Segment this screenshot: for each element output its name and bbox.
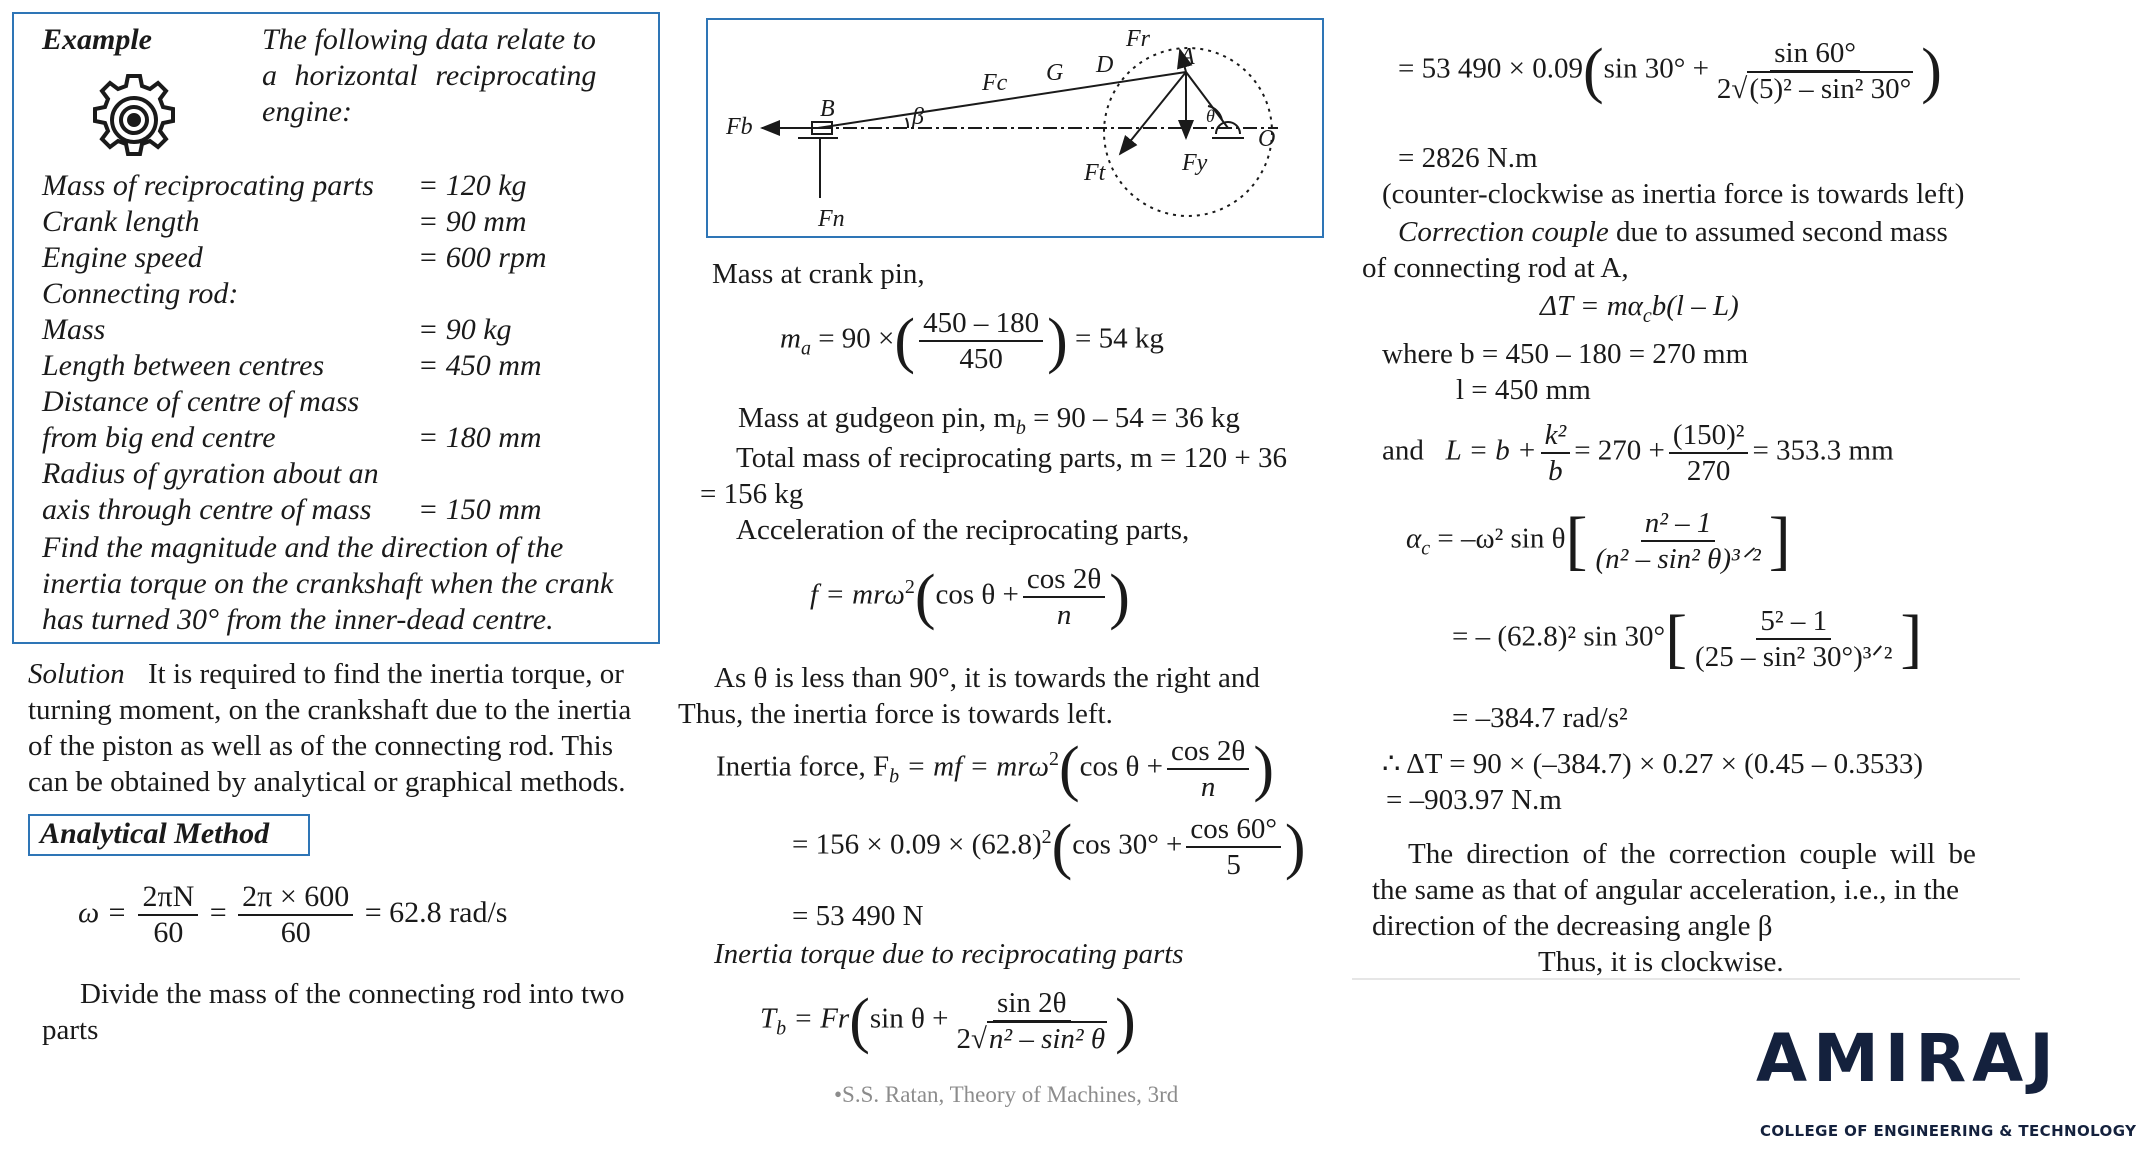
- omega-result: = 62.8 rad/s: [364, 895, 508, 929]
- crank-diagram: [708, 20, 1322, 236]
- question-line-1: Find the magnitude and the direction of the: [42, 531, 564, 564]
- inertia-equation-2: = $156 \times 0.09 \times (62.8)^2(\cos$ 30° + $\frac{\cos 60^\circ}{5}$ ): [792, 813, 1306, 881]
- L-equation: and L = b + $\frac{\text{k²}}{b}$ = 270 + $\frac{\text{(150)²}}{270}$ = 353.3 mm: [1382, 419, 1894, 487]
- theta-line-2: Thus, the inertia force is towards left.: [678, 698, 1113, 730]
- row-label: Mass of reciprocating parts: [42, 169, 374, 202]
- correction-line-2: of connecting rod at A,: [1362, 252, 1629, 284]
- row-label: axis through centre of mass: [42, 493, 372, 526]
- f-equation: f = mrω$^2$(cos θ + $\frac{\cos 2\theta}{n}$ ): [810, 563, 1130, 631]
- question-line-2: inertia torque on the crankshaft when the crank: [42, 567, 614, 600]
- torque-result: = 2826 N.m: [1398, 142, 1538, 174]
- label-fy: Fy: [1182, 150, 1208, 176]
- intro-line-3: engine:: [262, 95, 352, 128]
- delta-t-calc: ∴ ΔT = 90 × (–384.7) × 0.27 × (0.45 – 0.3533): [1382, 748, 1923, 780]
- label-g: G: [1046, 60, 1064, 86]
- label-fn: Fn: [818, 206, 845, 232]
- label-d: D: [1096, 52, 1114, 78]
- delta-t-result: = –903.97 N.m: [1386, 784, 1562, 816]
- logo-word: AMIRAJ: [1756, 1020, 2060, 1097]
- row-label: from big end centre: [42, 421, 276, 454]
- row-label: Distance of centre of mass: [42, 385, 360, 418]
- question-line-3: has turned 30° from the inner-dead centre.: [42, 603, 554, 636]
- total-line-1: Total mass of reciprocating parts, m = 120 + 36: [736, 442, 1287, 474]
- row-value: = 450 mm: [418, 349, 542, 382]
- omega-frac-1: $\frac{2\pi N}{60}$: [138, 880, 198, 950]
- clockwise-line: Thus, it is clockwise.: [1538, 946, 1784, 978]
- label-theta: θ: [1206, 106, 1215, 126]
- row-value: = 180 mm: [418, 421, 542, 454]
- example-heading: Example: [42, 23, 152, 56]
- ft-arrow: [1120, 72, 1186, 154]
- force-result: = 53 490 N: [792, 900, 924, 932]
- label-a: A: [1180, 44, 1195, 70]
- label-fr: Fr: [1126, 26, 1150, 52]
- gudgeon-line: Mass at gudgeon pin, $m_b = 90 - 54 = 36$ kg: [738, 402, 1240, 439]
- row-value: = 150 mm: [418, 493, 542, 526]
- solution-line-1: It is required to find the inertia torque, or: [148, 658, 624, 690]
- omega-frac-2: $\frac{2\pi \times 600}{60}$: [238, 880, 353, 950]
- solution-line-4: can be obtained by analytical or graphical methods.: [28, 766, 626, 798]
- label-beta: β: [912, 104, 924, 130]
- divider: [1352, 978, 2020, 980]
- row-label: Crank length: [42, 205, 200, 238]
- omega-equation: ω = $\frac{2\pi N}{60}$ = $\frac{2\pi \times 600}{60}$ = 62.8 rad/s: [78, 880, 508, 949]
- total-line-2: = 156 kg: [700, 478, 804, 510]
- ma-equation: $m_a = 90$ ×( $\frac{450 - 180}{450}$ ) = 54 kg: [780, 307, 1164, 375]
- amiraj-logo: [1756, 1020, 2136, 1148]
- omega-lhs: ω =: [78, 895, 127, 929]
- direction-line-2: the same as that of angular acceleration, i.e., in the: [1372, 874, 1959, 906]
- label-fc: Fc: [982, 70, 1008, 96]
- label-b: B: [820, 96, 835, 122]
- mass-crank-pin: Mass at crank pin,: [712, 258, 925, 290]
- tb-equation: $T_b = Fr(\sin$ θ + $\frac{\sin 2\theta}{\text{2√n² – sin² θ}}$ ): [760, 987, 1136, 1055]
- alpha-result: = –384.7 rad/s²: [1452, 702, 1628, 734]
- intro-line-2: a horizontal reciprocating: [262, 59, 597, 92]
- method-heading: Analytical Method: [40, 817, 270, 850]
- row-value: = 90 kg: [418, 313, 512, 346]
- label-ft: Ft: [1084, 160, 1106, 186]
- direction-line-3: direction of the decreasing angle β: [1372, 910, 1773, 942]
- ccw-note: (counter-clockwise as inertia force is towards left): [1382, 178, 1965, 210]
- row-label: Mass: [42, 313, 106, 346]
- accel-line: Acceleration of the reciprocating parts,: [736, 514, 1190, 546]
- label-fb: Fb: [726, 114, 753, 140]
- row-label: Length between centres: [42, 349, 325, 382]
- solution-line-3: of the piston as well as of the connecting rod. This: [28, 730, 613, 762]
- row-value: = 600 rpm: [418, 241, 547, 274]
- alpha-equation-2: = – (62.8)² sin 30°[ $\frac{\text{5² – 1}}{\text{(25 – sin² 30°)³ᐟ²}}$ ]: [1452, 602, 1923, 675]
- row-value: = 90 mm: [418, 205, 527, 238]
- citation: •S.S. Ratan, Theory of Machines, 3rd: [834, 1082, 1179, 1107]
- direction-line-1: The direction of the correction couple will be: [1408, 838, 1976, 870]
- torque-calc: = 53 490 × 0.09(sin 30° + $\frac{\sin 60^\circ}{\text{2√(5)² – sin² 30°}}$ ): [1398, 37, 1942, 105]
- l-value: l = 450 mm: [1456, 374, 1591, 406]
- row-value: = 120 kg: [418, 169, 527, 202]
- where-b: where b = 450 – 180 = 270 mm: [1382, 338, 1749, 370]
- solution-line-2: turning moment, on the crankshaft due to the inertia: [28, 694, 632, 726]
- gear-icon: [84, 70, 184, 170]
- divide-line-2: parts: [42, 1014, 99, 1046]
- row-label: Connecting rod:: [42, 277, 239, 310]
- inertia-equation: Inertia force, $F_b$ = mf = mrω$^2$(cos θ + $\frac{\cos 2\theta}{n}$ ): [716, 735, 1274, 803]
- logo-subtitle: COLLEGE OF ENGINEERING & TECHNOLOGY: [1760, 1122, 2136, 1140]
- alpha-equation: $\alpha_c = -\omega^2$ sin θ[ $\frac{\text{n² – 1}}{\text{(n² – sin² θ)³ᐟ²}}$ ]: [1406, 504, 1791, 577]
- theta-line-1: As θ is less than 90°, it is towards the right and: [714, 662, 1260, 694]
- solution-label: Solution: [28, 658, 125, 690]
- torque-heading: Inertia torque due to reciprocating parts: [714, 938, 1184, 970]
- correction-line-1: Correction couple due to assumed second mass: [1398, 216, 1948, 248]
- divide-line-1: Divide the mass of the connecting rod into two: [80, 978, 625, 1010]
- intro-line-1: The following data relate to: [262, 23, 596, 56]
- row-label: Radius of gyration about an: [42, 457, 379, 490]
- delta-t-equation: $\Delta T = m\alpha_cb(l - L)$: [1540, 290, 1739, 327]
- label-o: O: [1258, 126, 1276, 152]
- row-label: Engine speed: [42, 241, 203, 274]
